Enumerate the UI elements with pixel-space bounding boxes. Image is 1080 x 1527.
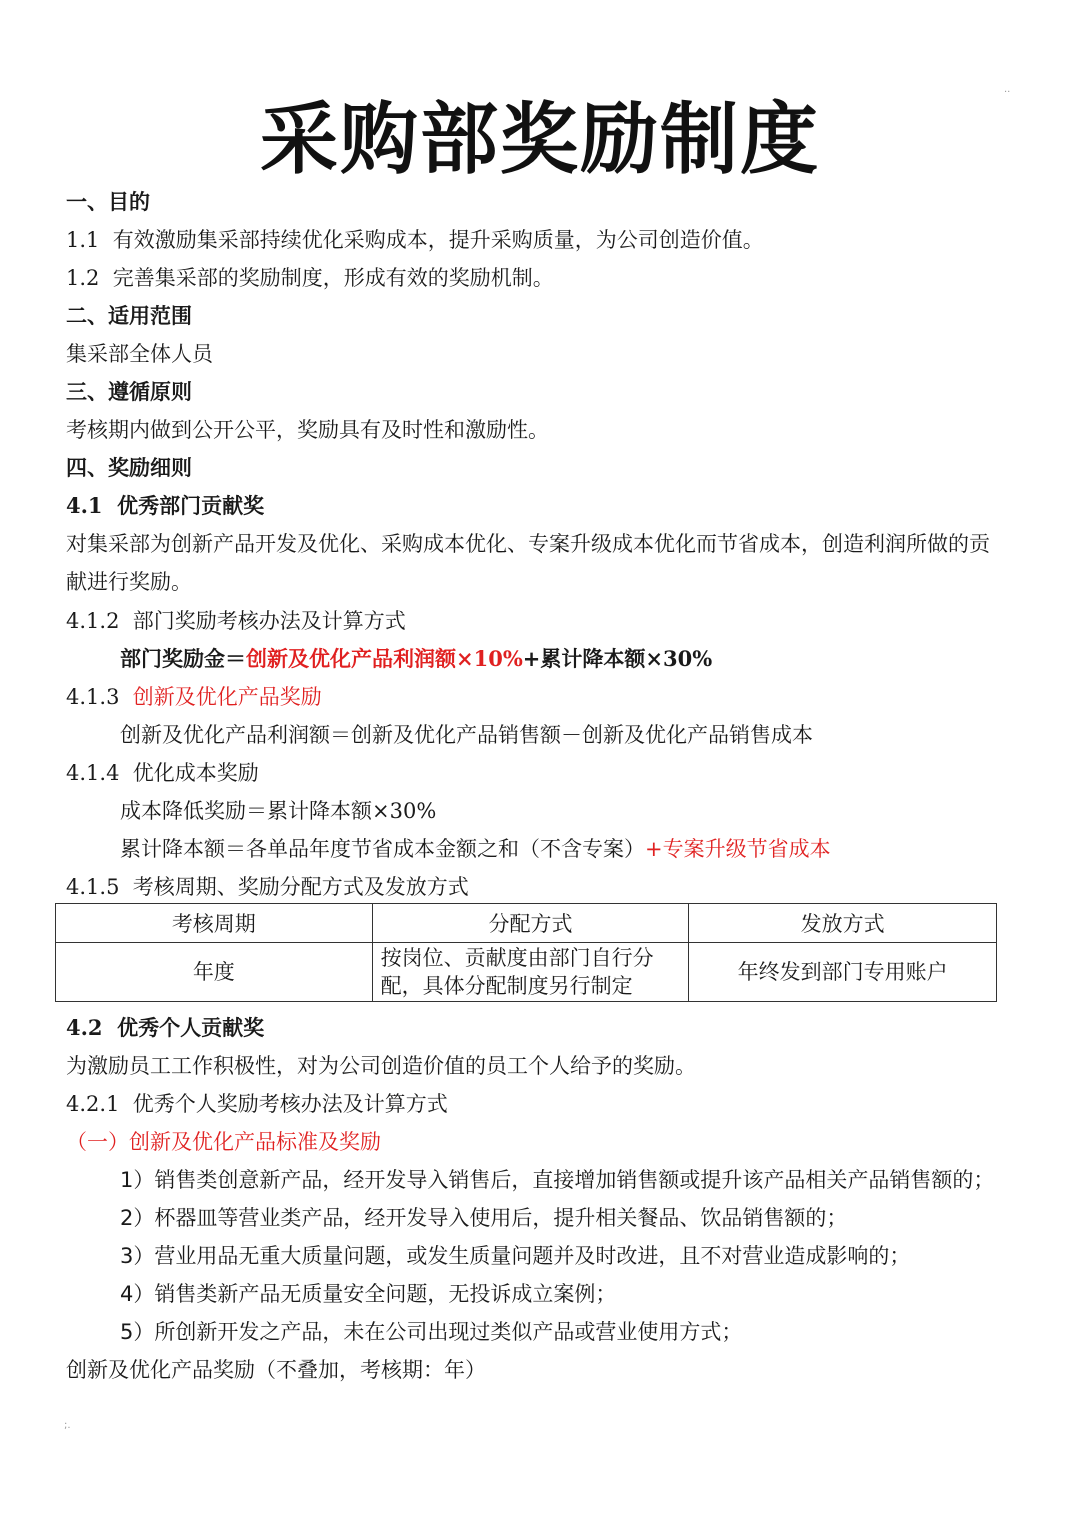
document-title: 采购部奖励制度 <box>259 95 820 185</box>
table-header-cell: 分配方式 <box>372 904 689 943</box>
list-item: 4）销售类新产品无质量安全问题，无投诉成立案例； <box>120 1282 617 1306</box>
subsection-4-1-2-title: 4.1.2 部门奖励考核办法及计算方式 <box>66 609 406 633</box>
purpose-item-1: 1.1 有效激励集采部持续优化采购成本，提升采购质量，为公司创造价值。 <box>66 228 764 252</box>
section-heading-rules: 四、奖励细则 <box>66 456 192 480</box>
subsection-4-2-desc: 为激励员工工作积极性，对为公司创造价值的员工个人给予的奖励。 <box>66 1054 696 1078</box>
innovation-reward-footer: 创新及优化产品奖励（不叠加，考核期：年） <box>66 1358 486 1382</box>
subsection-4-2-title: 4.2 优秀个人贡献奖 <box>66 1015 265 1040</box>
subsection-4-1-desc-line2: 献进行奖励。 <box>66 570 192 594</box>
subsection-4-1-desc-line1: 对集采部为创新产品开发及优化、采购成本优化、专案升级成本优化而节省成本，创造利润所做的贡 <box>66 532 990 556</box>
subsection-4-1-5-title: 4.1.5 考核周期、奖励分配方式及发放方式 <box>66 875 469 899</box>
table-cell-period: 年度 <box>56 943 373 1002</box>
innovation-standards-heading: （一）创新及优化产品标准及奖励 <box>66 1130 381 1154</box>
principles-text: 考核期内做到公开公平，奖励具有及时性和激励性。 <box>66 418 549 442</box>
table-cell-distribution: 按岗位、贡献度由部门自行分 配，具体分配制度另行制定 <box>372 943 689 1002</box>
purpose-item-2: 1.2 完善集采部的奖励制度，形成有效的奖励机制。 <box>66 266 554 290</box>
corner-mark: .. <box>1004 84 1011 95</box>
subsection-4-2-1-title: 4.2.1 优秀个人奖励考核办法及计算方式 <box>66 1092 448 1116</box>
corner-mark: ;. <box>64 1420 71 1431</box>
table-header-cell: 考核周期 <box>56 904 373 943</box>
list-item: 5）所创新开发之产品，未在公司出现过类似产品或营业使用方式； <box>120 1320 743 1344</box>
section-heading-purpose: 一、目的 <box>66 190 150 214</box>
subsection-4-1-title: 4.1 优秀部门贡献奖 <box>66 493 265 518</box>
table-header-row <box>56 904 997 943</box>
subsection-4-1-3-title: 4.1.3 创新及优化产品奖励 <box>66 685 322 709</box>
table-row <box>56 943 997 1002</box>
department-bonus-formula: 部门奖励金＝创新及优化产品利润额×10%+累计降本额×30% <box>120 646 713 671</box>
list-item: 1）销售类创意新产品，经开发导入销售后，直接增加销售额或提升该产品相关产品销售额的； <box>120 1168 995 1192</box>
cumulative-savings-formula: 累计降本额＝各单品年度节省成本金额之和（不含专案）+专案升级节省成本 <box>120 837 831 861</box>
cost-reduction-formula: 成本降低奖励＝累计降本额×30% <box>120 799 437 823</box>
list-item: 2）杯器皿等营业类产品，经开发导入使用后，提升相关餐品、饮品销售额的； <box>120 1206 848 1230</box>
section-heading-scope: 二、适用范围 <box>66 304 192 328</box>
profit-formula: 创新及优化产品利润额＝创新及优化产品销售额－创新及优化产品销售成本 <box>120 723 813 747</box>
scope-text: 集采部全体人员 <box>66 342 213 366</box>
reward-distribution-table <box>55 903 997 1002</box>
section-heading-principles: 三、遵循原则 <box>66 380 192 404</box>
table-header-cell: 发放方式 <box>689 904 997 943</box>
table-cell-payment: 年终发到部门专用账户 <box>689 943 997 1002</box>
list-item: 3）营业用品无重大质量问题，或发生质量问题并及时改进，且不对营业造成影响的； <box>120 1244 911 1268</box>
subsection-4-1-4-title: 4.1.4 优化成本奖励 <box>66 761 259 785</box>
